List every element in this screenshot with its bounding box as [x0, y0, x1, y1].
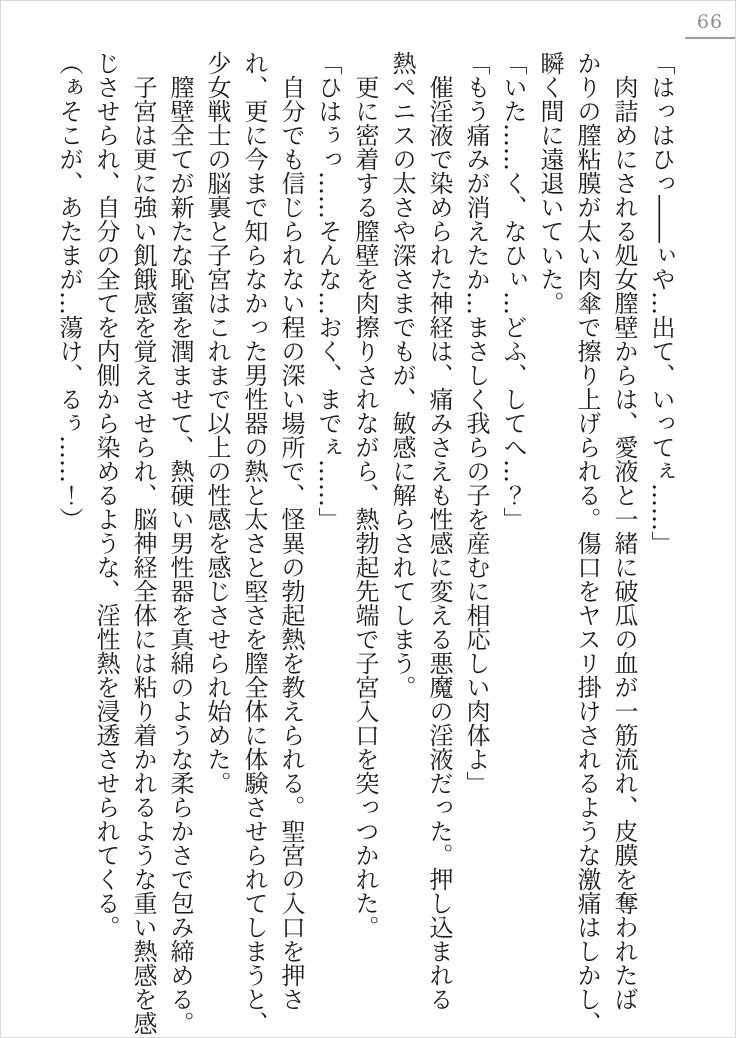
text-column: じさせられ、自分の全てを内側から染めるような、淫性熱を浸透させられてくる。	[92, 51, 120, 939]
text-column: 瞬く間に遠退いていた。	[536, 51, 564, 315]
text-column: 熱ペニスの太さや深さまでもが、敏感に解らされてしまう。	[388, 51, 416, 699]
text-column: 肉詰めにされる処女膣壁からは、愛液と一緒に破瓜の血が一筋流れ、皮膜を奪われたば	[610, 75, 638, 1011]
page-number: 66	[685, 11, 735, 39]
text-column: 「もう痛みが消えたか…まさしく我らの子を産むに相応しい肉体よ」	[462, 51, 490, 795]
text-column: 「ひはぅっ……そんな…おく、までぇ……」	[314, 51, 342, 531]
text-column: 子宮は更に強い飢餓感を覚えさせられ、脳神経全体には粘り着かれるような重い熱感を感	[129, 75, 157, 1035]
text-column: 更に密着する膣壁を肉擦りされながら、熱勃起先端で子宮入口を突っつかれた。	[351, 75, 379, 939]
text-content	[50, 51, 679, 1035]
text-column: 自分でも信じられない程の深い場所で、怪異の勃起熱を教えられる。聖宮の入口を押さ	[277, 75, 305, 1011]
text-column: 少女戦士の脳裏と子宮はこれまで以上の性感を感じさせられ始めた。	[203, 51, 231, 795]
text-column: 催淫液で染められた神経は、痛みさえも性感に変える悪魔の淫液だった。押し込まれる	[425, 75, 453, 1011]
text-column: れ、更に今まで知らなかった男性器の熱と太さと堅さを膣全体に体験させられてしまうと、	[240, 51, 268, 1035]
text-column: 「はっはひっ――ぃや…出て、いってぇ……」	[647, 51, 675, 555]
text-column: かりの膣粘膜が太い肉傘で擦り上げられる。傷口をヤスリ掛けされるような激痛はしかし、	[573, 51, 601, 1035]
text-column: 膣壁全てが新たな恥蜜を潤ませて、熱硬い男性器を真綿のような柔らかさで包み締める。	[166, 75, 194, 1035]
text-column: （ぁそこが、あたまが…蕩け、るぅ……！）	[55, 51, 83, 531]
text-column: 「いた……く、なひぃ…どふ、してへ…？」	[499, 51, 527, 531]
